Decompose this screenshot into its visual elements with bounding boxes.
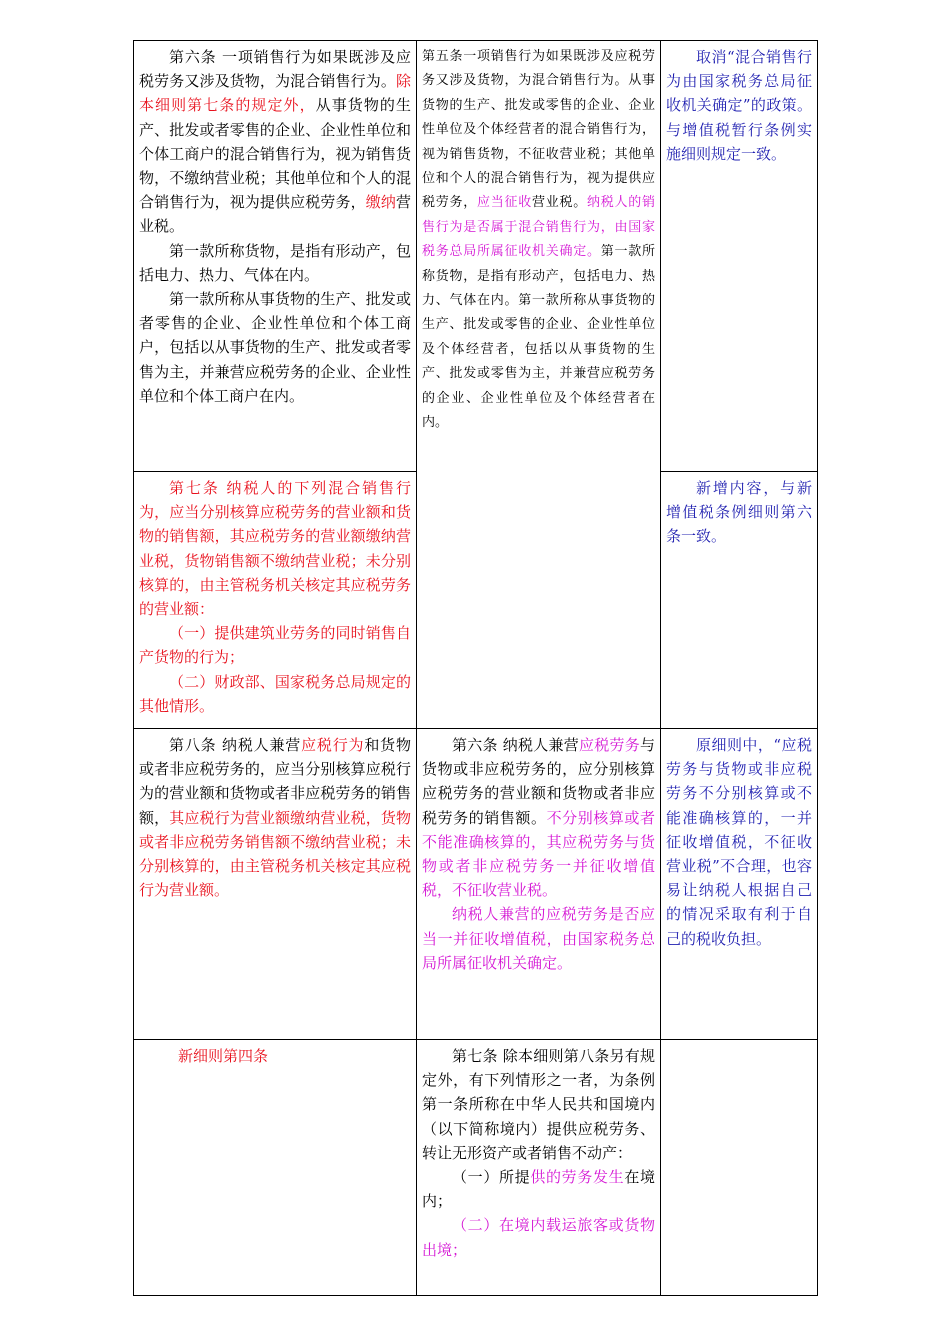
note-cell (661, 41, 818, 472)
paragraph: 第一款所称从事货物的生产、批发或者零售的企业、企业性单位和个体工商户，包括以从事货物的生产、批发或者零售为主，并兼营应税劳务的企业、企业性单位和个体工商户在内。 (139, 290, 411, 405)
paragraph: （一）所提供的劳务发生在境内； (422, 1168, 655, 1211)
note-cell (661, 729, 818, 1040)
paragraph: 第六条 一项销售行为如果既涉及应税劳务又涉及货物，为混合销售行为。除本细则第七条的规定外，从事货物的生产、批发或者零售的企业、企业性单位和个体工商户的混合销售行为，视为销售货物，不缴纳营业税；其他单位和个人的混合销售行为，视为提供应税劳务，缴纳营业税。 (139, 48, 411, 236)
new-rule-cell (134, 41, 417, 472)
note-cell (661, 472, 818, 729)
paragraph: 第一款所称货物，是指有形动产，包括电力、热力、气体在内。 (139, 241, 411, 284)
paragraph: 第八条 纳税人兼营应税行为和货物或者非应税劳务的，应当分别核算应税行为的营业额和货物或者非应税劳务的销售额，其应税行为营业额缴纳营业税，货物或者非应税劳务销售额不缴纳营业税；未分别核算的，由主管税务机关核定其应税行为营业额。 (139, 736, 411, 900)
paragraph: （一）提供建筑业劳务的同时销售自产货物的行为； (139, 624, 411, 667)
paragraph: 第五条一项销售行为如果既涉及应税劳务又涉及货物，为混合销售行为。从事货物的生产、批发或零售的企业、企业性单位及个体经营者的混合销售行为，视为销售货物，不征收营业税；其他单位和个人的混合销售行为，视为提供应税劳务，应当征收营业税。纳税人的销售行为是否属于混合销售行为，由国家税务总局所属征收机关确定。第一款所称货物，是指有形动产，包括电力、热力、气体在内。第一款所称从事货物的生产、批发或零售的企业、企业性单位及个体经营者，包括以从事货物的生产、批发或零售为主，并兼营应税劳务的企业、企业性单位及个体经营者在内。 (422, 49, 655, 431)
paragraph: 新增内容，与新增值税条例细则第六条一致。 (666, 479, 812, 546)
old-rule-cell (417, 729, 661, 1040)
paragraph: （二）财政部、国家税务总局规定的其他情形。 (139, 672, 411, 715)
paragraph: （二）在境内载运旅客或货物出境； (422, 1216, 655, 1259)
note-cell (661, 1040, 818, 1296)
paragraph: 新细则第四条 (178, 1047, 269, 1065)
table-row (134, 1040, 818, 1296)
paragraph: 原细则中，“应税劳务与货物或非应税劳务不分别核算或不能准确核算的，一并征收增值税，不征收营业税”不合理，也容易让纳税人根据自己的情况采取有利于自己的税收负担。 (666, 736, 812, 948)
paragraph: 第七条 纳税人的下列混合销售行为，应当分别核算应税劳务的营业额和货物的销售额，其应税劳务的营业额缴纳营业税，货物销售额不缴纳营业税；未分别核算的，由主管税务机关核定其应税劳务的营业额： (139, 479, 411, 619)
new-rule-cell (134, 472, 417, 729)
table-row (134, 729, 818, 1040)
paragraph: 第七条 除本细则第八条另有规定外，有下列情形之一者，为条例第一条所称在中华人民共和国境内（以下简称境内）提供应税劳务、转让无形资产或者销售不动产： (422, 1047, 655, 1162)
paragraph: 纳税人兼营的应税劳务是否应当一并征收增值税，由国家税务总局所属征收机关确定。 (422, 905, 655, 972)
paragraph: 第六条 纳税人兼营应税劳务与货物或非应税劳务的，应分别核算应税劳务的营业额和货物或者非应税劳务的销售额。不分别核算或者不能准确核算的，其应税劳务与货物或者非应税劳务一并征收增值税，不征收营业税。 (422, 736, 655, 900)
table-row (134, 41, 818, 472)
old-rule-cell (417, 1040, 661, 1296)
new-rule-cell (134, 729, 417, 1040)
comparison-table (133, 40, 818, 1296)
paragraph: 取消“混合销售行为由国家税务总局征收机关确定”的政策。与增值税暂行条例实施细则规定一致。 (666, 48, 812, 163)
old-rule-cell (417, 41, 661, 729)
new-rule-cell (134, 1040, 417, 1296)
